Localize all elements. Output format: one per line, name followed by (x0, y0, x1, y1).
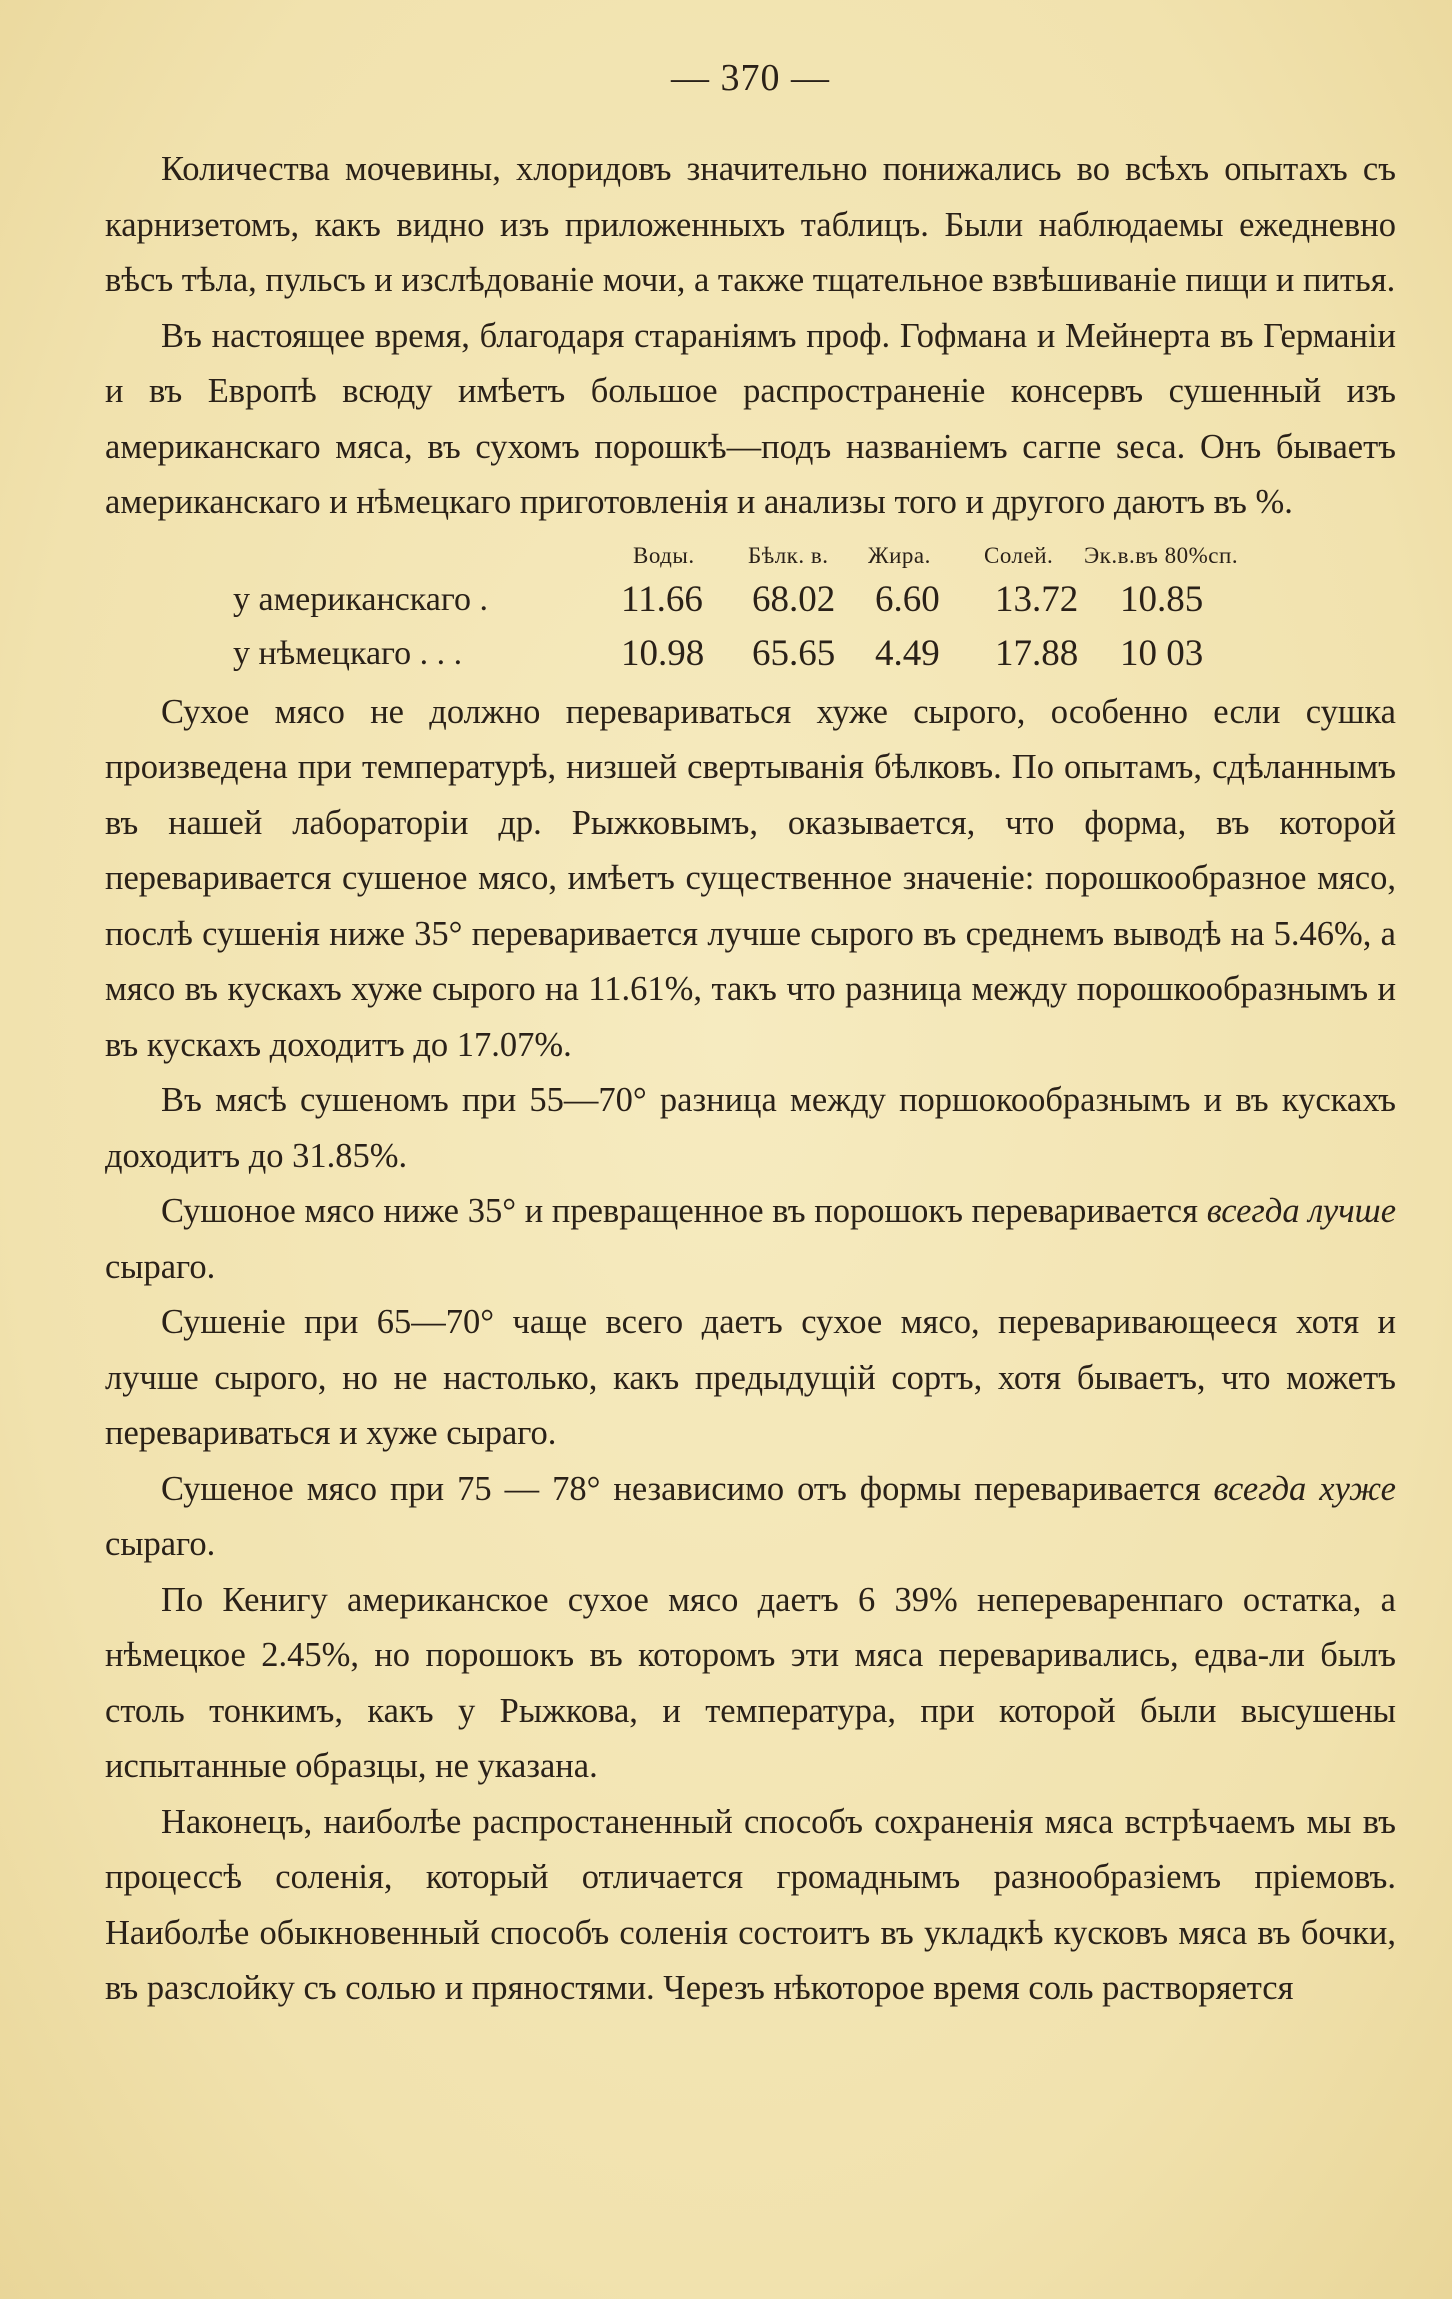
cell-value: 4.49 (875, 632, 940, 674)
paragraph-text: Сушеное мясо при 75 — 78° независимо отъ формы переваривается (161, 1469, 1201, 1508)
paragraph-below-35-degrees (105, 1184, 1396, 1295)
composition-table (105, 539, 1396, 681)
header-salts: Солей. (984, 542, 1054, 568)
paragraph-salting: Наконецъ, наиболѣе распростаненный способъ сохраненія мяса встрѣчаемъ мы въ процессѣ соленія, который отличается громаднымъ разнообразіемъ пріемовъ. Наиболѣе обыкновенный способъ соленія состоитъ въ укладкѣ кусковъ мяса въ бочки, въ разслойку съ солью и пряностями. Черезъ нѣкоторое время соль растворяется (105, 1802, 1396, 2007)
paragraph-text: Сушоное мясо ниже 35° и превращенное въ порошокъ переваривается (161, 1192, 1198, 1230)
cell-value: 68.02 (752, 578, 836, 620)
paragraph-75-78-degrees (105, 1462, 1396, 1573)
paragraph-65-70-degrees: Сушеніе при 65—70° чаще всего даетъ сухое мясо, переваривающееся хотя и лучше сырого, но не настолько, какъ предыдущій сортъ, хотя бываетъ, что можетъ перевариваться и хуже сыраго. (105, 1303, 1396, 1452)
cell-value: 10 03 (1120, 632, 1204, 674)
table-header-row (105, 539, 1396, 573)
paragraph-digestion-experiments: Сухое мясо не должно перевариваться хуже сырого, особенно если сушка произведена при температурѣ, низшей свертыванія бѣлковъ. По опытамъ, сдѣланнымъ въ нашей лабораторіи др. Рыжковымъ, оказывается, что форма, въ которой переваривается сушеное мясо, имѣетъ существенное значеніе: порошкообразное мясо, послѣ сушенія ниже 35° переваривается лучше сырого въ среднемъ выводѣ на 5.46%, а мясо въ кускахъ хуже сырого на 11.61%, такъ что разница между порошкообразнымъ и въ кускахъ доходитъ до 17.07%. (105, 692, 1396, 1064)
paragraph-koenig: По Кенигу американское сухое мясо даетъ 6 39% непереваренпаго остатка, а нѣмецкое 2.45%, но порошокъ въ которомъ эти мяса переваривались, едва-ли былъ столь тонкимъ, какъ у Рыжкова, и температура, при которой были высушены испытанные образцы, не указана. (105, 1580, 1396, 1785)
header-alcohol-extract: Эк.в.въ 80%сп. (1084, 542, 1239, 568)
cell-value: 6.60 (875, 578, 940, 620)
paragraph-urea-chlorides: Количества мочевины, хлоридовъ значительно понижались во всѣхъ опытахъ съ карнизетомъ, какъ видно изъ приложенныхъ таблицъ. Были наблюдаемы ежедневно вѣсъ тѣла, пульсъ и изслѣдованіе мочи, а также тщательное взвѣшиваніе пищи и питья. (105, 150, 1396, 299)
page-number: — 370 — (671, 57, 830, 99)
cell-value: 11.66 (621, 578, 703, 620)
paragraph-55-70-degrees: Въ мясѣ сушеномъ при 55—70° разница между поршокообразнымъ и въ кускахъ доходитъ до 31.85%. (105, 1081, 1396, 1175)
emphasis-always-better: всегда лучше (1206, 1192, 1397, 1230)
row-label: у нѣмецкаго . . . (233, 634, 463, 672)
cell-value: 13.72 (995, 578, 1079, 620)
cell-value: 10.98 (621, 632, 705, 674)
header-fat: Жира. (868, 542, 931, 568)
cell-value: 65.65 (752, 632, 836, 674)
emphasis-always-worse: всегда хуже (1213, 1469, 1396, 1508)
table-row (105, 627, 1396, 681)
paragraph-text: сыраго. (105, 1247, 216, 1286)
row-label: у американскаго . (233, 580, 488, 618)
header-water: Воды. (633, 542, 695, 568)
cell-value: 10.85 (1120, 578, 1204, 620)
paragraph-dried-meat-intro: Въ настоящее время, благодаря стараніямъ проф. Гофмана и Мейнерта въ Германіи и въ Европѣ всюду имѣетъ большое распространеніе консервъ сушенный изъ американскаго мяса, въ сухомъ порошкѣ—подъ названіемъ сагпе ѕеса. Онъ бываетъ американскаго и нѣмецкаго приготовленія и анализы того и другого даютъ въ %. (105, 316, 1396, 521)
paragraph-text: сыраго. (105, 1525, 216, 1563)
table-row (105, 573, 1396, 627)
cell-value: 17.88 (995, 632, 1079, 674)
header-protein: Бѣлк. в. (748, 542, 829, 568)
